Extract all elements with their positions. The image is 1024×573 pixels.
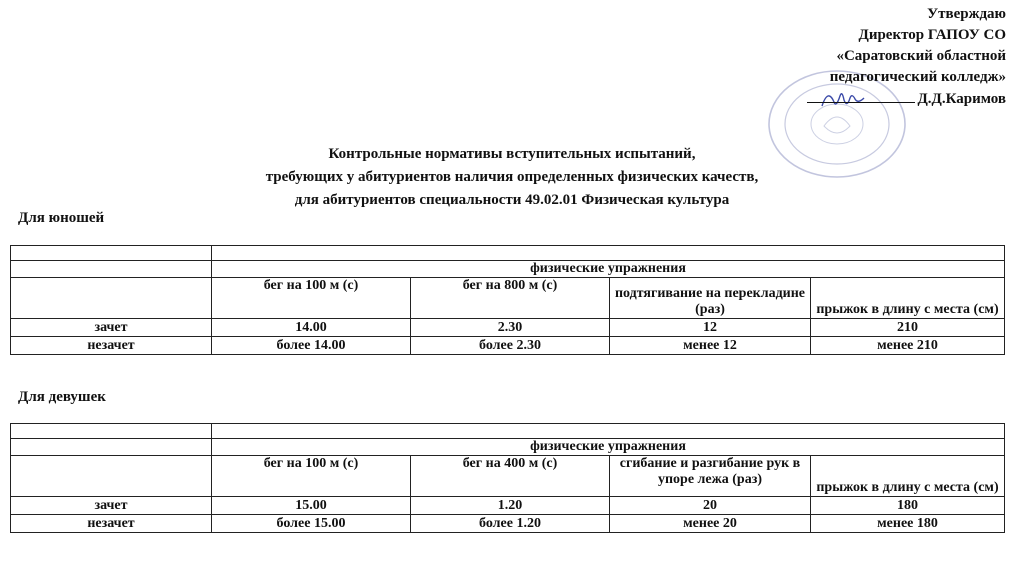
table-cell: 14.00: [212, 319, 411, 337]
table-cell: менее 20: [610, 515, 811, 533]
page-title: [0, 143, 1024, 212]
table-cell: более 1.20: [411, 515, 610, 533]
table-cell: [11, 261, 212, 278]
title-line3: для абитуриентов специальности 49.02.01 Физическая культура: [294, 192, 730, 208]
table-cell: более 14.00: [212, 337, 411, 355]
table-cell: 20: [610, 497, 811, 515]
title-line1: Контрольные нормативы вступительных испытаний,: [328, 146, 696, 162]
female-column-header: бег на 400 м (с): [411, 456, 610, 497]
approval-signer: Д.Д.Каримов: [917, 91, 1006, 107]
title-line2: требующих у абитуриентов наличия определенных физических качеств,: [265, 169, 759, 185]
signature-line: [807, 88, 915, 103]
male-column-header: прыжок в длину с места (см): [811, 278, 1005, 319]
female-column-header: сгибание и разгибание рук в упоре лежа (раз): [610, 456, 811, 497]
female-section-label: Для девушек: [18, 389, 106, 405]
female-row-label: зачет: [11, 497, 212, 515]
table-cell: 2.30: [411, 319, 610, 337]
table-cell: [212, 246, 1005, 261]
table-cell: 180: [811, 497, 1005, 515]
female-row-label: незачет: [11, 515, 212, 533]
female-group-header: физические упражнения: [212, 439, 1005, 456]
male-row-label: зачет: [11, 319, 212, 337]
male-group-header: физические упражнения: [212, 261, 1005, 278]
table-cell: [11, 439, 212, 456]
table-cell: более 15.00: [212, 515, 411, 533]
table-cell: 15.00: [212, 497, 411, 515]
female-norms-table: [10, 423, 1005, 533]
male-norms-table: [10, 245, 1005, 355]
approval-position: Директор ГАПОУ СО: [858, 27, 1006, 43]
table-cell: 12: [610, 319, 811, 337]
table-cell: менее 210: [811, 337, 1005, 355]
male-column-header: подтягивание на перекладине (раз): [610, 278, 811, 319]
male-row-label: незачет: [11, 337, 212, 355]
table-cell: менее 180: [811, 515, 1005, 533]
table-cell: [11, 278, 212, 319]
approval-block: [807, 4, 1006, 110]
table-cell: [11, 424, 212, 439]
male-section-label: Для юношей: [18, 210, 105, 226]
female-column-header: прыжок в длину с места (см): [811, 456, 1005, 497]
table-cell: более 2.30: [411, 337, 610, 355]
table-cell: [212, 424, 1005, 439]
approval-org-line2: педагогический колледж»: [829, 69, 1006, 85]
female-column-header: бег на 100 м (с): [212, 456, 411, 497]
table-cell: [11, 456, 212, 497]
table-cell: [11, 246, 212, 261]
male-column-header: бег на 100 м (с): [212, 278, 411, 319]
table-cell: менее 12: [610, 337, 811, 355]
table-cell: 1.20: [411, 497, 610, 515]
male-column-header: бег на 800 м (с): [411, 278, 610, 319]
table-cell: 210: [811, 319, 1005, 337]
approval-org-line1: «Саратовский областной: [836, 48, 1006, 64]
approval-signer-row: [807, 88, 1006, 110]
approval-title: Утверждаю: [927, 6, 1006, 22]
